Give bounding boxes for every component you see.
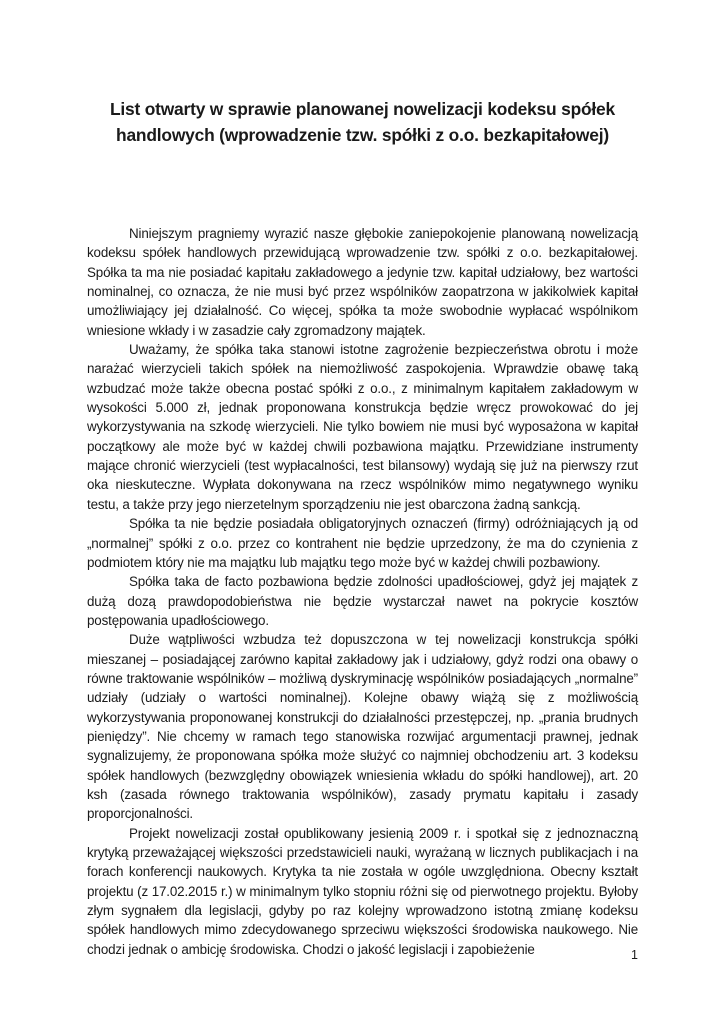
paragraph: Niniejszym pragniemy wyrazić nasze głębokie zaniepokojenie planowaną nowelizacją kodeksu spółek handlowych przewidującą wprowadzenie tzw. spółki z o.o. bezkapitałowej. Spółka ta ma nie posiadać kapitału zakładowego a jedynie tzw. kapitał udziałowy, bez wartości nominalnej, co oznacza, że nie musi być przez wspólników zaopatrzona w jakikolwiek kapitał umożliwiający jej działalność. Co więcej, spółka ta może swobodnie wypłacać wspólnikom wniesione wkłady i w zasadzie cały zgromadzony majątek. [87,226,638,338]
paragraph: Uważamy, że spółka taka stanowi istotne zagrożenie bezpieczeństwa obrotu i może narażać wierzycieli takich spółek na niemożliwość zaspokojenia. Wprawdzie obawę taką wzbudzać może także obecna postać spółki z o.o., z minimalnym kapitałem zakładowym w wysokości 5.000 zł, jednak proponowana konstrukcja będzie wręcz prowokować do jej wykorzystywania na szkodę wierzycieli. Nie tylko bowiem nie musi być wyposażona w kapitał początkowy ale może być w każdej chwili pozbawiona majątku. Przewidziane instrumenty mające chronić wierzycieli (test wypłacalności, test bilansowy) wydają się już na pierwszy rzut oka nieskuteczne. Wypłata dokonywana na rzecz wspólników mimo negatywnego wyniku testu, a także przy jego nierzetelnym sporządzeniu nie jest obarczona żadną sankcją. [87,342,638,512]
document-title: List otwarty w sprawie planowanej nowelizacji kodeksu spółek handlowych (wprowadzenie tzw. spółki z o.o. bezkapitałowej) [109,99,616,145]
paragraph: Spółka taka de facto pozbawiona będzie zdolności upadłościowej, gdyż jej majątek z dużą dozą prawdopodobieństwa nie będzie wystarczał nawet na pokrycie kosztów postępowania upadłościowego. [87,574,638,628]
paragraph: Duże wątpliwości wzbudza też dopuszczona w tej nowelizacji konstrukcja spółki mieszanej – posiadającej zarówno kapitał zakładowy jak i udziałowy, gdyż rodzi ona obawy o równe traktowanie wspólników – możliwą dyskryminację wspólników posiadających „normalne” udziały (udziały o wartości nominalnej). Kolejne obawy wiążą się z możliwością wykorzystywania proponowanej konstrukcji do działalności przestępczej, np. „prania brudnych pieniędzy”. Nie chcemy w ramach tego stanowiska rozwijać argumentacji prawnej, jednak sygnalizujemy, że proponowana spółka może służyć co najmniej obchodzeniu art. 3 kodeksu spółek handlowych (bezwzględny obowiązek wniesienia wkładu do spółki handlowej), art. 20 ksh (zasada równego traktowania wspólników), zasady prymatu kapitału i zasady proporcjonalności. [87,632,638,822]
document-body [87,224,638,959]
page-number: 1 [631,948,638,962]
paragraph: Projekt nowelizacji został opublikowany jesienią 2009 r. i spotkał się z jednoznaczną krytyką przeważającej większości przedstawicieli nauki, wyrażaną w licznych publikacjach i na forach konferencji naukowych. Krytyka ta nie została w ogóle uwzględniona. Obecny kształt projektu (z 17.02.2015 r.) w minimalnym tylko stopniu różni się od pierwotnego projektu. Byłoby złym sygnałem dla legislacji, gdyby po raz kolejny wprowadzono istotną zmianę kodeksu spółek handlowych mimo zdecydowanego sprzeciwu większości środowiska naukowego. Nie chodzi jednak o ambicję środowiska. Chodzi o jakość legislacji i zapobieżenie [87,825,638,957]
paragraph: Spółka ta nie będzie posiadała obligatoryjnych oznaczeń (firmy) odróżniających ją od „normalnej” spółki z o.o. przez co kontrahent nie będzie uprzedzony, że ma do czynienia z podmiotem który nie ma majątku lub majątku tego może być w każdej chwili pozbawiony. [87,516,638,570]
